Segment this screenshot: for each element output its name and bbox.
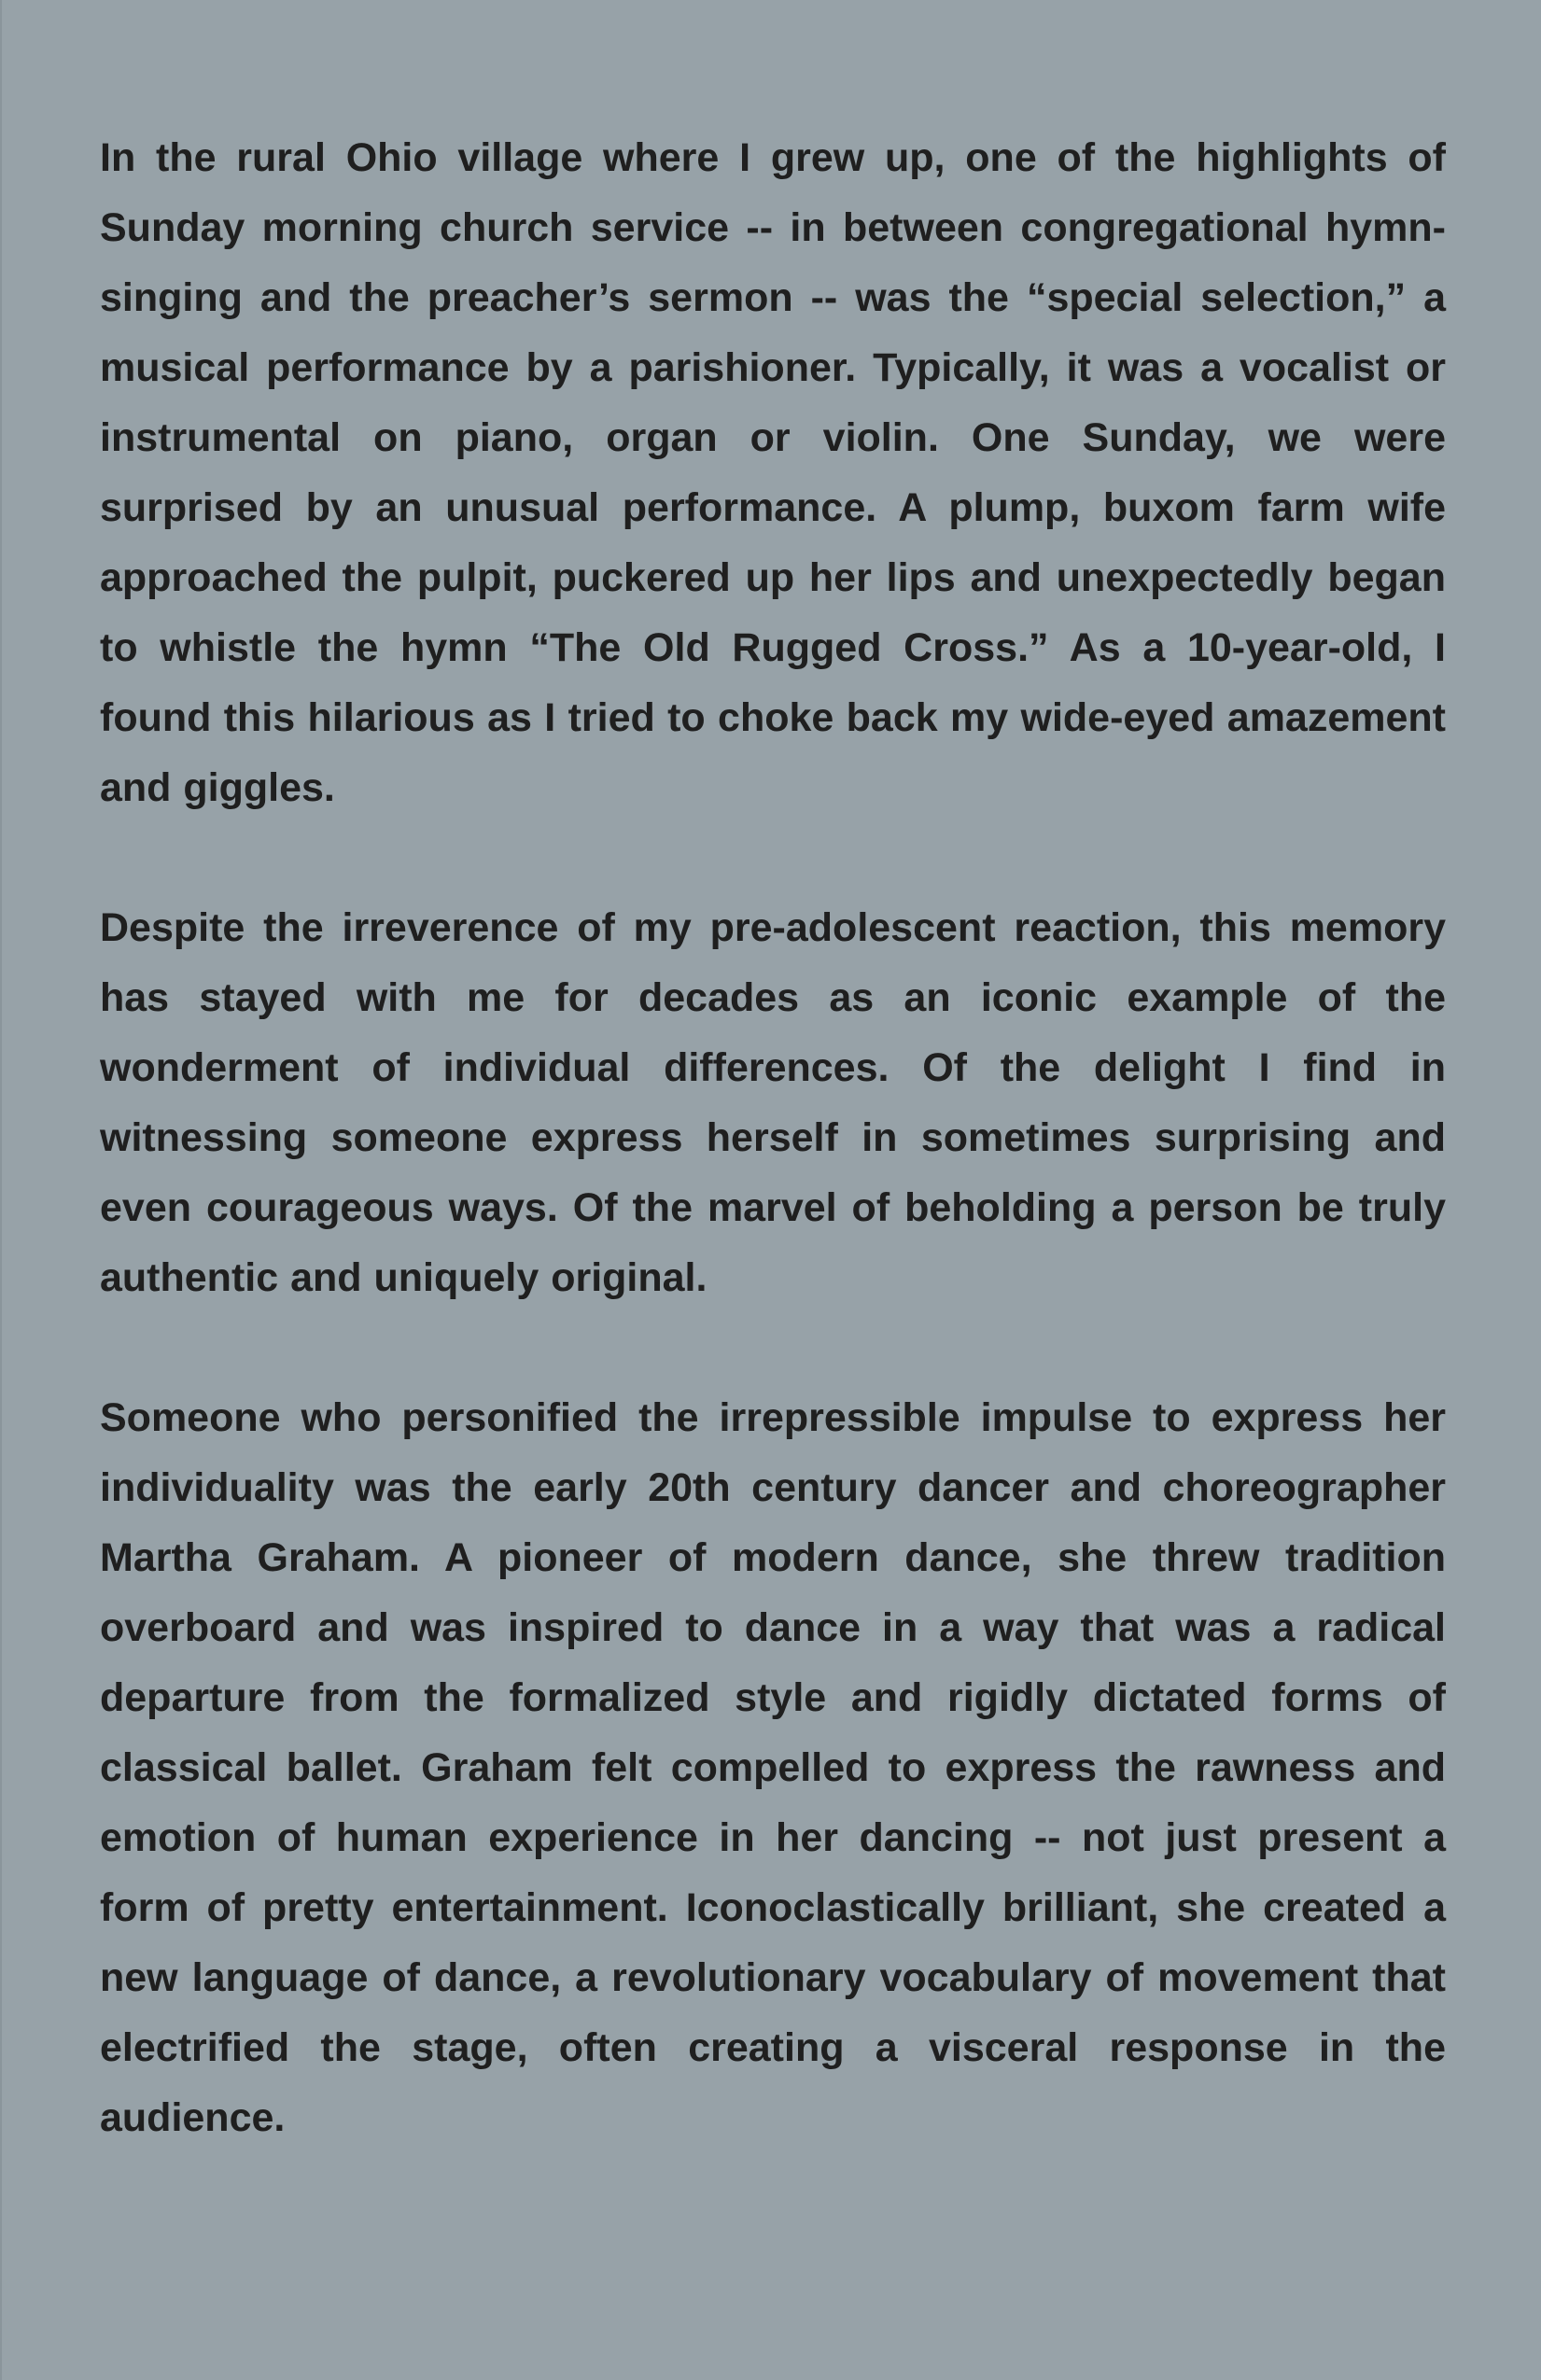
paragraph-individual-differences: Despite the irreverence of my pre-adolescent reaction, this memory has stayed with me for decades as an iconic example of the wonderment of individual differences. Of the delight I find in witnessing someone express herself in sometimes surprising and even courageous ways. Of the marvel of beholding a person be truly authentic and uniquely original. [100, 905, 1446, 1300]
paragraph-church-whistle: In the rural Ohio village where I grew up, one of the highlights of Sunday morning church service -- in between congregational hymn-singing and the preacher’s sermon -- was the “special selection,” a musical performance by a parishioner. Typically, it was a vocalist or instrumental on piano, organ or violin. One Sunday, we were surprised by an unusual performance. A plump, buxom farm wife approached the pulpit, puckered up her lips and unexpectedly began to whistle the hymn “The Old Rugged Cross.” As a 10-year-old, I found this hilarious as I tried to choke back my wide-eyed amazement and giggles. [100, 135, 1446, 810]
paragraph-martha-graham: Someone who personified the irrepressible impulse to express her individuality was the early 20th century dancer and choreographer Martha Graham. A pioneer of modern dance, she threw tradition overboard and was inspired to dance in a way that was a radical departure from the formalized style and rigidly dictated forms of classical ballet. Graham felt compelled to express the rawness and emotion of human experience in her dancing -- not just present a form of pretty entertainment. Iconoclastically brilliant, she created a new language of dance, a revolutionary vocabulary of movement that electrified the stage, often creating a visceral response in the audience. [100, 1395, 1446, 2140]
body-text [100, 123, 1446, 2153]
